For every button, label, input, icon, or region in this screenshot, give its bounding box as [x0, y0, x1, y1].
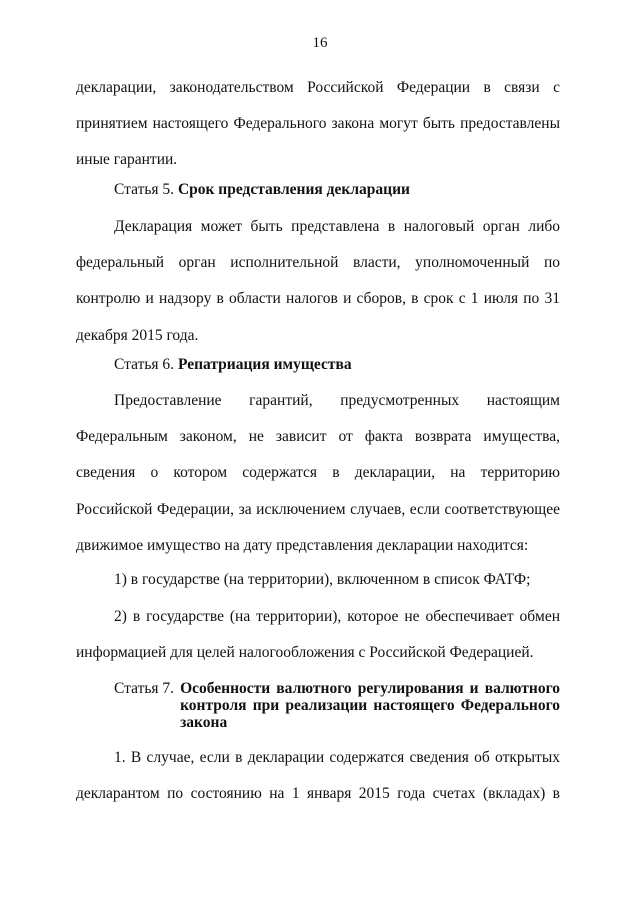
- paragraph-continuation: декларации, законодательством Российской Федерации в связи с принятием настоящего Федерального закона могут быть предоставлены иные гарантии.: [76, 79, 560, 169]
- article-5-heading: [114, 172, 560, 208]
- article-6-title: Репатриация имущества: [177, 356, 352, 373]
- article-7-prefix: Статья 7.: [114, 680, 175, 697]
- list-item-1: 1) в государстве (на территории), включенном в список ФАТФ;: [114, 571, 531, 588]
- article-5-text: Декларация может быть представлена в налоговый орган либо федеральный орган исполнительной власти, уполномоченный по контролю и надзору в области налогов и сборов, в срок с 1 июля по 31 декабря 2015 года.: [76, 218, 560, 344]
- article-7-heading: [114, 680, 560, 731]
- article-6-prefix: Статья 6.: [114, 356, 178, 373]
- article-6-text: Предоставление гарантий, предусмотренных настоящим Федеральным законом, не зависит от факта возврата имущества, сведения о котором содержатся в декларации, на территорию Российской Федерации, за исключением случаев, если соответствующее движимое имущество на дату представления декларации находится:: [76, 392, 560, 554]
- article-6-heading: [114, 347, 560, 383]
- article-7-text: 1. В случае, если в декларации содержатся сведения об открытых декларантом по состоянию на 1 января 2015 года счетах (вкладах) в: [76, 749, 560, 803]
- page-number: 16: [312, 35, 328, 51]
- article-5-title: Срок представления декларации: [177, 181, 410, 198]
- article-7-title: Особенности валютного регулирования и валютного контроля при реализации настоящего Федерального закона: [180, 680, 560, 731]
- list-item-2: 2) в государстве (на территории), которое не обеспечивает обмен информацией для целей налогообложения с Российской Федерацией.: [76, 608, 560, 662]
- article-5-prefix: Статья 5.: [114, 181, 178, 198]
